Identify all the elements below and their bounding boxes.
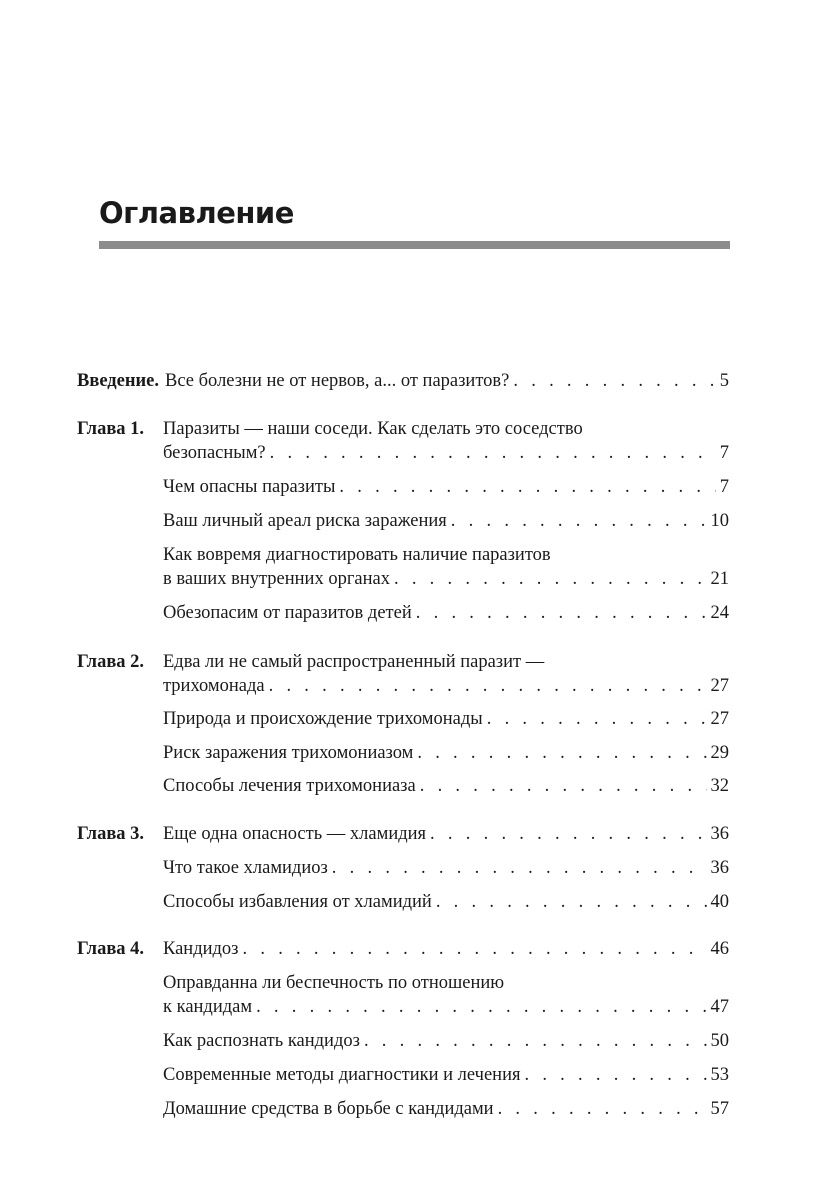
page-number: 7	[719, 477, 729, 497]
dot-leader	[513, 369, 715, 393]
page-number: 7	[719, 443, 729, 463]
section-title: Чем опасны паразиты	[163, 477, 336, 497]
dot-leader	[364, 1029, 707, 1053]
toc-entry-1-2[interactable]	[163, 509, 729, 533]
page-title: Оглавление	[99, 196, 294, 230]
section-title-line1[interactable]: Как вовремя диагностировать наличие паразитов	[163, 545, 551, 565]
page-number: 10	[710, 511, 729, 531]
section-title: в ваших внутренних органах	[163, 569, 390, 589]
toc-entry-3-2[interactable]	[163, 890, 729, 914]
section-title: Риск заражения трихомониазом	[163, 743, 414, 763]
dot-leader	[332, 856, 707, 880]
dot-leader	[394, 567, 707, 591]
page-number: 53	[710, 1065, 729, 1085]
page-number: 40	[710, 892, 729, 912]
chapter-1-title-line2: безопасным?	[163, 443, 266, 463]
chapter-2-label: Глава 2.	[77, 652, 145, 672]
section-title: Ваш личный ареал риска заражения	[163, 511, 447, 531]
section-title: Способы избавления от хламидий	[163, 892, 432, 912]
intro-label: Введение.	[77, 371, 160, 391]
page-number: 46	[710, 939, 729, 959]
dot-leader	[339, 475, 715, 499]
page-number: 36	[710, 858, 729, 878]
dot-leader	[498, 1097, 707, 1121]
section-title: Как распознать кандидоз	[163, 1031, 360, 1051]
section-title-line1[interactable]: Оправданна ли беспечность по отношению	[163, 973, 505, 993]
section-title: к кандидам	[163, 997, 253, 1017]
dot-leader	[269, 674, 707, 698]
chapter-4-label: Глава 4.	[77, 939, 145, 959]
page-number: 47	[710, 997, 729, 1017]
dot-leader	[451, 509, 707, 533]
page-number: 57	[710, 1099, 729, 1119]
page-number: 24	[710, 603, 729, 623]
toc-entry-2-1[interactable]	[163, 707, 729, 731]
dot-leader	[417, 741, 706, 765]
page-number: 36	[710, 824, 729, 844]
section-title: Способы лечения трихомониаза	[163, 776, 416, 796]
chapter-4-title: Кандидоз	[163, 939, 239, 959]
dot-leader	[256, 995, 706, 1019]
toc-entry-1-4[interactable]	[163, 601, 729, 625]
chapter-3-label: Глава 3.	[77, 824, 145, 844]
toc-entry-chapter-2[interactable]	[163, 674, 729, 698]
toc-entry-4-3[interactable]	[163, 1063, 729, 1087]
chapter-3-title: Еще одна опасность — хламидия	[163, 824, 427, 844]
chapter-1-label: Глава 1.	[77, 419, 145, 439]
page-number: 27	[710, 709, 729, 729]
page-number: 50	[710, 1031, 729, 1051]
page-number: 29	[710, 743, 729, 763]
dot-leader	[487, 707, 707, 731]
section-title: Современные методы диагностики и лечения	[163, 1065, 521, 1085]
dot-leader	[416, 601, 707, 625]
section-title: Домашние средства в борьбе с кандидами	[163, 1099, 494, 1119]
page-number: 21	[710, 569, 729, 589]
toc-entry-2-2[interactable]	[163, 741, 729, 765]
section-title: Обезопасим от паразитов детей	[163, 603, 412, 623]
chapter-2-title-line2: трихомонада	[163, 676, 265, 696]
toc-entry-1-3[interactable]	[163, 567, 729, 591]
toc-entry-chapter-4[interactable]	[163, 937, 729, 961]
toc-entry-3-1[interactable]	[163, 856, 729, 880]
toc-entry-2-3[interactable]	[163, 774, 729, 798]
page-number: 5	[719, 371, 729, 391]
toc-entry-intro[interactable]	[77, 369, 729, 393]
section-title: Что такое хламидиоз	[163, 858, 328, 878]
toc-entry-4-4[interactable]	[163, 1097, 729, 1121]
dot-leader	[436, 890, 707, 914]
toc-entry-4-2[interactable]	[163, 1029, 729, 1053]
dot-leader	[430, 822, 706, 846]
dot-leader	[524, 1063, 706, 1087]
chapter-1-title-line1[interactable]: Паразиты — наши соседи. Как сделать это соседство	[163, 419, 583, 439]
section-title: Природа и происхождение трихомонады	[163, 709, 483, 729]
toc-entry-1-1[interactable]	[163, 475, 729, 499]
toc-entry-4-1[interactable]	[163, 995, 729, 1019]
page-number: 32	[710, 776, 729, 796]
page-number: 27	[710, 676, 729, 696]
toc-entry-chapter-3[interactable]	[163, 822, 729, 846]
chapter-2-title-line1[interactable]: Едва ли не самый распространенный паразит —	[163, 652, 545, 672]
dot-leader	[420, 774, 707, 798]
toc-entry-chapter-1[interactable]	[163, 441, 729, 465]
intro-title: Все болезни не от нервов, а... от паразитов?	[165, 371, 510, 391]
dot-leader	[270, 441, 716, 465]
dot-leader	[243, 937, 707, 961]
